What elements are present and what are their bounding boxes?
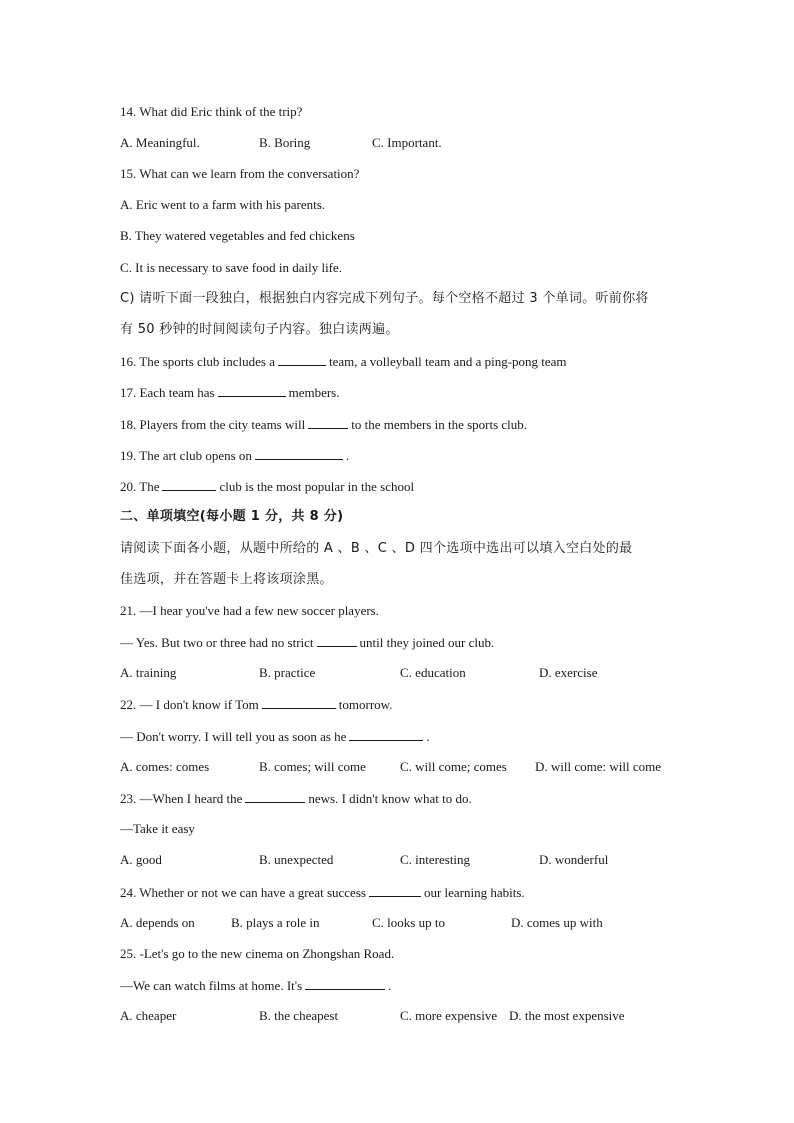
q17-text-before: 17. Each team has xyxy=(120,385,215,400)
part-c-instruction-line1: C) 请听下面一段独白，根据独白内容完成下列句子。每个空格不超过 3 个单词。听前你将 xyxy=(120,291,649,306)
q25-answer-blank[interactable] xyxy=(305,977,385,990)
q23-option-a: A. good xyxy=(120,852,162,867)
q20-sentence xyxy=(120,478,414,495)
q15-stem: 15. What can we learn from the conversation? xyxy=(120,166,360,181)
part-c-instruction-line2: 有 50 秒钟的时间阅读句子内容。独白读两遍。 xyxy=(120,322,399,337)
q21-option-a: A. training xyxy=(120,665,177,680)
q22-text-before: 22. — I don't know if Tom xyxy=(120,697,259,712)
q16-text-before: 16. The sports club includes a xyxy=(120,354,276,369)
q24-line1 xyxy=(120,884,525,901)
q18-text-before: 18. Players from the city teams will xyxy=(120,417,306,432)
q16-sentence xyxy=(120,353,567,370)
q14-stem: 14. What did Eric think of the trip? xyxy=(120,104,303,119)
q22-option-c: C. will come; comes xyxy=(400,759,507,774)
q14-option-c: C. Important. xyxy=(372,135,442,150)
q21-text-after: until they joined our club. xyxy=(359,635,495,650)
q19-sentence xyxy=(120,447,349,464)
q21-option-c: C. education xyxy=(400,665,466,680)
q23-option-b: B. unexpected xyxy=(259,852,334,867)
q22-line2-text-before: — Don't worry. I will tell you as soon as he xyxy=(120,729,347,744)
q23-line2: —Take it easy xyxy=(120,821,195,836)
q22-option-a: A. comes: comes xyxy=(120,759,210,774)
q18-answer-blank[interactable] xyxy=(308,416,348,429)
q23-line1 xyxy=(120,790,472,807)
q23-text-before: 23. —When I heard the xyxy=(120,791,243,806)
q24-option-c: C. looks up to xyxy=(372,915,445,930)
q21-answer-blank[interactable] xyxy=(317,634,357,647)
q23-answer-blank[interactable] xyxy=(245,790,305,803)
q21-option-d: D. exercise xyxy=(539,665,598,680)
q22-line1 xyxy=(120,696,392,713)
q25-line2 xyxy=(120,977,391,994)
q25-option-c: C. more expensive xyxy=(400,1008,498,1023)
q22-line2 xyxy=(120,728,430,745)
q23-option-d: D. wonderful xyxy=(539,852,609,867)
q22-option-d: D. will come: will come xyxy=(535,759,662,774)
q25-option-b: B. the cheapest xyxy=(259,1008,339,1023)
q22-answer-blank-1[interactable] xyxy=(262,696,336,709)
q19-answer-blank[interactable] xyxy=(255,447,343,460)
q17-answer-blank[interactable] xyxy=(218,384,286,397)
q22-text-after: tomorrow. xyxy=(338,697,393,712)
q21-options xyxy=(120,665,680,681)
q24-text-before: 24. Whether or not we can have a great success xyxy=(120,885,366,900)
q15-option-a: A. Eric went to a farm with his parents. xyxy=(120,197,326,212)
q25-options xyxy=(120,1008,680,1024)
q23-options xyxy=(120,852,680,868)
q25-text-after: . xyxy=(388,978,392,993)
q24-option-d: D. comes up with xyxy=(511,915,603,930)
q22-line2-text-after: . xyxy=(426,729,430,744)
q21-text-before: — Yes. But two or three had no strict xyxy=(120,635,314,650)
q17-sentence xyxy=(120,384,339,401)
q24-options xyxy=(120,915,680,931)
q25-text-before: —We can watch films at home. It's xyxy=(120,978,303,993)
q21-option-b: B. practice xyxy=(259,665,316,680)
q19-text-after: . xyxy=(345,448,350,463)
q17-text-after: members. xyxy=(288,385,340,400)
q18-sentence xyxy=(120,416,527,433)
section2-heading: 二、单项填空(每小题 1 分，共 8 分) xyxy=(120,509,344,524)
q25-line1: 25. -Let's go to the new cinema on Zhongshan Road. xyxy=(120,946,395,961)
q21-line2 xyxy=(120,634,494,651)
q23-option-c: C. interesting xyxy=(400,852,471,867)
q21-line1: 21. —I hear you've had a few new soccer players. xyxy=(120,603,379,618)
q15-option-c: C. It is necessary to save food in daily life. xyxy=(120,260,343,275)
q24-text-after: our learning habits. xyxy=(423,885,525,900)
q22-options xyxy=(120,759,680,775)
q24-option-b: B. plays a role in xyxy=(231,915,320,930)
q15-option-b: B. They watered vegetables and fed chickens xyxy=(120,228,355,243)
q24-answer-blank[interactable] xyxy=(369,884,421,897)
q24-option-a: A. depends on xyxy=(120,915,195,930)
section2-instruction-line2: 佳选项，并在答题卡上将该项涂黑。 xyxy=(120,572,333,587)
q20-answer-blank[interactable] xyxy=(162,478,216,491)
q14-options xyxy=(120,135,680,151)
q14-option-b: B. Boring xyxy=(259,135,311,150)
section2-instruction-line1: 请阅读下面各小题，从题中所给的 A 、B 、C 、D 四个选项中选出可以填入空白处的最 xyxy=(120,541,633,556)
q18-text-after: to the members in the sports club. xyxy=(351,417,528,432)
q16-answer-blank[interactable] xyxy=(278,353,326,366)
q19-text-before: 19. The art club opens on xyxy=(120,448,252,463)
q23-text-after: news. I didn't know what to do. xyxy=(308,791,472,806)
q22-option-b: B. comes; will come xyxy=(259,759,366,774)
q16-text-after: team, a volleyball team and a ping-pong team xyxy=(329,354,567,369)
q14-option-a: A. Meaningful. xyxy=(120,135,200,150)
q25-option-a: A. cheaper xyxy=(120,1008,177,1023)
q20-text-after: club is the most popular in the school xyxy=(219,479,415,494)
q22-answer-blank-2[interactable] xyxy=(349,728,423,741)
q20-text-before: 20. The xyxy=(120,479,160,494)
q25-option-d: D. the most expensive xyxy=(509,1008,625,1023)
